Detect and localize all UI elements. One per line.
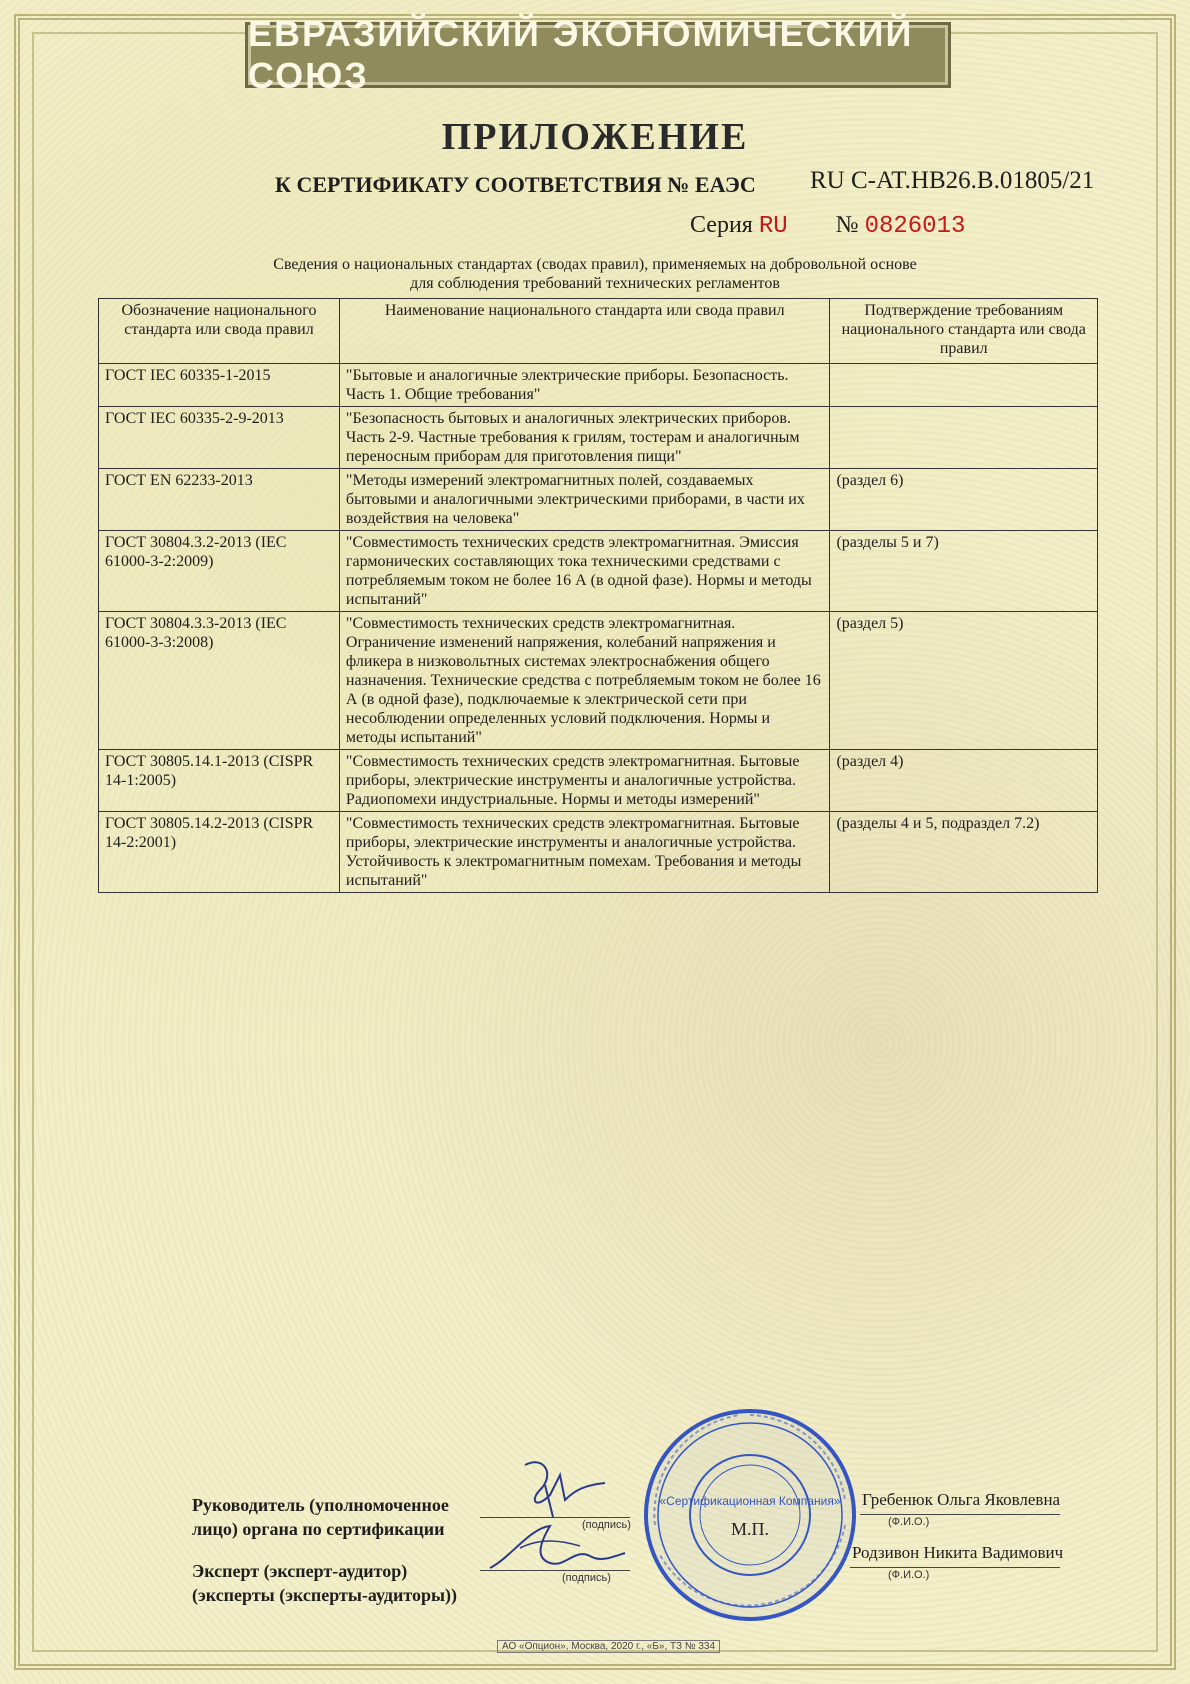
seal-stamp: [640, 1405, 860, 1625]
cell-name: "Совместимость технических средств электромагнитная. Бытовые приборы, электрические инструменты и аналогичные устройства. Устойчивость к электромагнитным помехам. Требования и методы испытаний": [339, 812, 830, 893]
fio-line-expert: [850, 1567, 1060, 1568]
intro-line-1: Сведения о национальных стандартах (сводах правил), применяемых на добровольной основе: [273, 256, 917, 273]
cell-designation: ГОСТ EN 62233-2013: [99, 469, 340, 531]
head-label: [192, 1493, 449, 1541]
cell-confirmation: (раздел 4): [830, 750, 1098, 812]
stamp-mp-text: М.П.: [730, 1519, 770, 1539]
cell-designation: ГОСТ IEC 60335-2-9-2013: [99, 407, 340, 469]
cell-designation: ГОСТ 30804.3.3-2013 (IEC 61000-3-3:2008): [99, 612, 340, 750]
cell-name: "Совместимость технических средств электромагнитная. Эмиссия гармонических составляющих тока техническими средствами с потребляемым током не более 16 А (в одной фазе). Нормы и методы испытаний": [339, 531, 830, 612]
table-row: [99, 469, 1098, 531]
certificate-number: RU С-AT.HB26.B.01805/21: [810, 167, 1095, 194]
head-label-line-2: лицо) органа по сертификации: [192, 1519, 445, 1539]
cell-confirmation: (разделы 4 и 5, подраздел 7.2): [830, 812, 1098, 893]
cell-confirmation: (раздел 5): [830, 612, 1098, 750]
cell-confirmation: [830, 364, 1098, 407]
cell-name: "Совместимость технических средств электромагнитная. Бытовые приборы, электрические инструменты и аналогичные устройства. Радиопомехи индустриальные. Нормы и методы измерений": [339, 750, 830, 812]
intro-text: [100, 255, 1090, 293]
expert-label: [192, 1559, 457, 1607]
header-confirmation: Подтверждение требованиям национального стандарта или свода правил: [830, 299, 1098, 364]
number-value: 0826013: [864, 213, 966, 240]
expert-label-line-2: (эксперты (эксперты-аудиторы)): [192, 1585, 458, 1605]
union-banner: [245, 13, 951, 96]
cell-name: "Методы измерений электромагнитных полей, создаваемых бытовыми и аналогичными электрическими приборами, в части их воздействия на человека": [339, 469, 830, 531]
header-designation: Обозначение национального стандарта или свода правил: [99, 299, 340, 364]
expert-label-line-1: Эксперт (эксперт-аудитор): [192, 1561, 408, 1581]
cell-designation: ГОСТ 30805.14.1-2013 (CISPR 14-1:2005): [99, 750, 340, 812]
banner-text: ЕВРАЗИЙСКИЙ ЭКОНОМИЧЕСКИЙ СОЮЗ: [248, 13, 914, 96]
fio-caption-expert: (Ф.И.О.): [888, 1569, 930, 1581]
standards-table: [98, 298, 1098, 893]
sign-caption-head: (подпись): [582, 1519, 631, 1531]
cell-designation: ГОСТ 30805.14.2-2013 (CISPR 14-2:2001): [99, 812, 340, 893]
cell-name: "Совместимость технических средств электромагнитная. Ограничение изменений напряжения, колебаний напряжения и фликера в низковольтных системах электроснабжения общего назначения. Технические средства с потребляемым током не более 16 А (в одной фазе), подключаемые к электрической сети при несоблюдении определенных условий подключения. Нормы и методы испытаний": [339, 612, 830, 750]
certificate-label: К СЕРТИФИКАТУ СООТВЕТСТВИЯ № ЕАЭС: [275, 172, 756, 197]
cell-name: "Безопасность бытовых и аналогичных электрических приборов. Часть 2-9. Частные требования к грилям, тостерам и аналогичным переносным приборам для приготовления пищи": [339, 407, 830, 469]
sign-caption-expert: (подпись): [562, 1572, 611, 1584]
cell-name: "Бытовые и аналогичные электрические приборы. Безопасность. Часть 1. Общие требования": [339, 364, 830, 407]
table-header-row: [99, 299, 1098, 364]
cell-designation: ГОСТ 30804.3.2-2013 (IEC 61000-3-2:2009): [99, 531, 340, 612]
signature-expert-graphic: [480, 1518, 630, 1578]
series-line: [690, 212, 965, 240]
stamp-center-text: «Сертификационная Компания»: [659, 1494, 841, 1508]
printer-footer: АО «Опцион», Москва, 2020 г., «Б», ТЗ № 334: [497, 1640, 720, 1653]
table-row: [99, 812, 1098, 893]
cell-confirmation: [830, 407, 1098, 469]
cell-designation: ГОСТ IEC 60335-1-2015: [99, 364, 340, 407]
cell-confirmation: (разделы 5 и 7): [830, 531, 1098, 612]
table-row: [99, 750, 1098, 812]
series-label: Серия: [690, 212, 753, 238]
table-row: [99, 364, 1098, 407]
table-row: [99, 407, 1098, 469]
signature-head-graphic: [505, 1455, 625, 1525]
fio-caption-head: (Ф.И.О.): [888, 1516, 930, 1528]
header-name: Наименование национального стандарта или свода правил: [339, 299, 830, 364]
head-name: Гребенюк Ольга Яковлевна: [862, 1490, 1061, 1509]
table-row: [99, 531, 1098, 612]
head-label-line-1: Руководитель (уполномоченное: [192, 1495, 449, 1515]
page-title: ПРИЛОЖЕНИЕ: [441, 116, 749, 158]
number-label: №: [835, 212, 859, 238]
intro-line-2: для соблюдения требований технических регламентов: [410, 275, 780, 292]
expert-name: Родзивон Никита Вадимович: [852, 1543, 1064, 1562]
fio-line-head: [860, 1514, 1060, 1515]
series-value: RU: [758, 213, 788, 240]
cell-confirmation: (раздел 6): [830, 469, 1098, 531]
table-row: [99, 612, 1098, 750]
